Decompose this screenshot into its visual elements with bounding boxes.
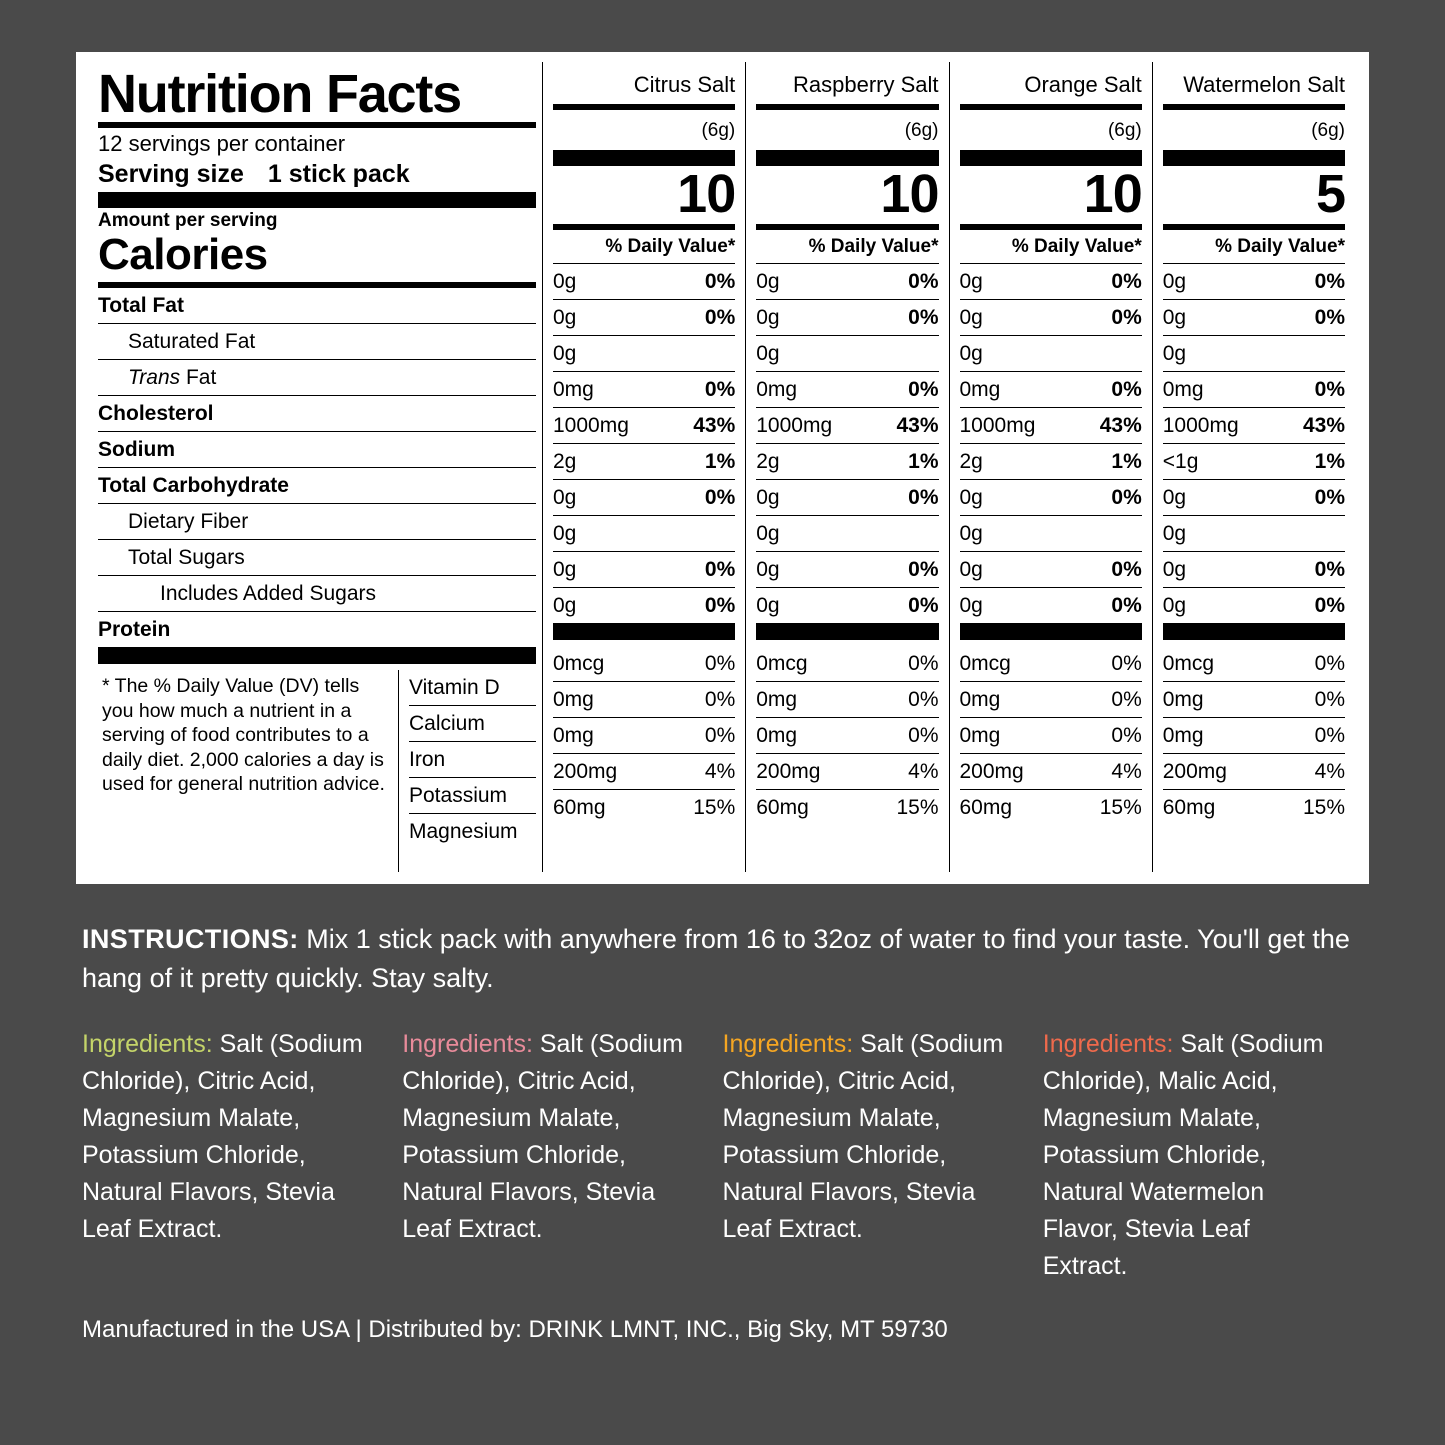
panel-footer	[98, 670, 536, 872]
serving-weight-watermelon: (6g)	[1311, 120, 1345, 141]
micronutrient-label-calcium: Calcium	[409, 706, 536, 742]
calories-value-citrus: 10	[677, 164, 736, 224]
value-iron	[553, 718, 735, 754]
nutrient-label-dietary-fiber: Dietary Fiber	[98, 504, 536, 540]
percent: 0%	[1314, 558, 1345, 581]
column-header-raspberry-salt: Raspberry Salt	[792, 72, 939, 97]
value-cholesterol	[1163, 372, 1345, 408]
amount: 0mg	[959, 378, 1001, 401]
percent: 1%	[704, 450, 736, 473]
percent: 0%	[1314, 688, 1345, 711]
value-sodium	[553, 408, 735, 444]
percent: 0%	[1111, 486, 1142, 509]
value-vitamin-d	[756, 646, 938, 682]
value-dietary-fiber	[553, 480, 735, 516]
amount: 0g	[959, 486, 983, 509]
column-header-orange-salt: Orange Salt	[1024, 72, 1142, 97]
instructions-label: INSTRUCTIONS:	[82, 924, 299, 954]
percent: 15%	[896, 796, 939, 819]
amount: 0g	[553, 522, 577, 545]
value-total-fat	[756, 264, 938, 300]
micronutrient-label-magnesium: Magnesium	[409, 820, 518, 843]
percent: 4%	[704, 760, 736, 783]
ingredients-label: Ingredients:	[402, 1030, 533, 1058]
amount: <1g	[1162, 450, 1199, 473]
value-calcium	[960, 682, 1142, 718]
value-dietary-fiber	[756, 480, 938, 516]
amount: 0g	[959, 306, 983, 329]
nutrient-label-total-fat: Total Fat	[98, 288, 536, 324]
amount: 0g	[959, 342, 983, 365]
percent: 0%	[908, 486, 939, 509]
value-potassium	[553, 754, 735, 790]
value-added-sugars	[553, 552, 735, 588]
calories-value-orange: 10	[1083, 164, 1142, 224]
nutrition-value-columns	[542, 62, 1355, 872]
amount: 0g	[1162, 558, 1187, 581]
nutrition-facts-panel	[76, 52, 1369, 884]
value-total-sugars	[1163, 516, 1345, 552]
column-header-citrus-salt: Citrus Salt	[633, 72, 736, 97]
divider-thick	[756, 624, 938, 640]
value-saturated-fat	[960, 300, 1142, 336]
micronutrient-values-raspberry	[756, 646, 938, 825]
amount: 0g	[756, 594, 780, 617]
percent: 0%	[1314, 378, 1345, 401]
amount: 0g	[1162, 342, 1187, 365]
instructions-block	[76, 920, 1369, 998]
value-calcium	[553, 682, 735, 718]
amount: 0mg	[959, 724, 1001, 747]
percent: 0%	[1111, 594, 1142, 617]
value-magnesium	[553, 790, 735, 825]
amount: 0g	[959, 558, 983, 581]
nutrition-column-orange-salt	[949, 62, 1152, 872]
amount: 0mg	[1162, 378, 1204, 401]
amount: 1000mg	[959, 414, 1036, 437]
value-sodium	[1163, 408, 1345, 444]
amount: 1000mg	[553, 414, 629, 437]
dv-header-watermelon: % Daily Value*	[1163, 230, 1345, 264]
amount: 0g	[1162, 486, 1187, 509]
amount: 0g	[553, 594, 577, 617]
percent: 4%	[1111, 760, 1142, 783]
percent: 15%	[1302, 796, 1345, 819]
amount: 60mg	[756, 796, 809, 819]
percent: 0%	[1314, 486, 1345, 509]
amount: 200mg	[959, 760, 1024, 783]
nutrition-column-raspberry-salt	[745, 62, 948, 872]
value-trans-fat	[553, 336, 735, 372]
column-header-watermelon-salt: Watermelon Salt	[1183, 72, 1345, 97]
serving-size-label: Serving size	[98, 160, 244, 188]
value-trans-fat	[960, 336, 1142, 372]
serving-weight-orange: (6g)	[1107, 120, 1142, 141]
page-title: Nutrition Facts	[98, 64, 462, 124]
percent: 0%	[704, 724, 736, 747]
amount: 0mcg	[756, 652, 808, 675]
nutrient-values-watermelon	[1163, 264, 1345, 624]
nutrient-label-total-sugars: Total Sugars	[98, 540, 536, 576]
calories-value-raspberry: 10	[880, 164, 939, 224]
percent: 0%	[704, 270, 736, 293]
amount: 0g	[1162, 270, 1187, 293]
percent: 0%	[908, 558, 939, 581]
nutrient-label-list	[98, 288, 536, 648]
amount: 0mg	[553, 378, 594, 401]
value-cholesterol	[960, 372, 1142, 408]
amount: 1000mg	[756, 414, 833, 437]
micronutrient-label-list	[398, 670, 536, 872]
amount: 0mg	[756, 378, 798, 401]
amount: 0g	[553, 486, 577, 509]
ingredients-text: Salt (Sodium Chloride), Malic Acid, Magnesium Malate, Potassium Chloride, Natural Watermelon Flavor, Stevia Leaf Extract.	[1042, 1030, 1324, 1280]
value-vitamin-d	[553, 646, 735, 682]
amount: 0mg	[756, 688, 798, 711]
amount: 0g	[1162, 594, 1187, 617]
dv-header-orange: % Daily Value*	[960, 230, 1142, 264]
value-protein	[960, 588, 1142, 624]
divider-thick	[98, 192, 536, 208]
dv-header-raspberry: % Daily Value*	[756, 230, 938, 264]
value-total-carbohydrate	[960, 444, 1142, 480]
ingredients-text: Salt (Sodium Chloride), Citric Acid, Magnesium Malate, Potassium Chloride, Natural Flavors, Stevia Leaf Extract.	[82, 1030, 363, 1243]
value-total-fat	[553, 264, 735, 300]
amount: 0g	[756, 558, 780, 581]
amount: 0g	[553, 342, 577, 365]
ingredients-label: Ingredients:	[722, 1030, 854, 1058]
nutrient-values-orange	[960, 264, 1142, 624]
amount: 0g	[756, 486, 780, 509]
ingredients-watermelon-salt	[1043, 1026, 1363, 1285]
ingredients-citrus-salt	[82, 1026, 402, 1285]
percent: 0%	[704, 652, 736, 675]
value-magnesium	[1163, 790, 1345, 825]
amount: 0g	[1162, 522, 1187, 545]
percent: 0%	[908, 306, 939, 329]
micronutrient-values-orange	[960, 646, 1142, 825]
amount: 0mcg	[959, 652, 1011, 675]
amount-per-serving-label: Amount per serving	[98, 210, 278, 231]
micronutrient-values-citrus	[553, 646, 735, 825]
value-dietary-fiber	[960, 480, 1142, 516]
calories-label: Calories	[98, 230, 268, 279]
percent: 0%	[1111, 652, 1142, 675]
value-potassium	[756, 754, 938, 790]
divider-thick	[98, 648, 536, 664]
instructions-text: Mix 1 stick pack with anywhere from 16 to 32oz of water to find your taste. You'll get the hang of it pretty quickly. Stay salty.	[82, 924, 1350, 993]
nutrient-label-protein: Protein	[98, 612, 536, 648]
micronutrient-values-watermelon	[1163, 646, 1345, 825]
ingredients-orange-salt	[723, 1026, 1043, 1285]
micronutrient-label-iron: Iron	[409, 742, 536, 778]
percent: 0%	[908, 270, 939, 293]
amount: 2g	[756, 450, 780, 473]
value-iron	[756, 718, 938, 754]
value-potassium	[1163, 754, 1345, 790]
percent: 0%	[1314, 652, 1345, 675]
amount: 0mg	[1162, 688, 1204, 711]
ingredients-label: Ingredients:	[1042, 1030, 1174, 1058]
percent: 1%	[1111, 450, 1142, 473]
percent: 0%	[1314, 306, 1345, 329]
ingredients-text: Salt (Sodium Chloride), Citric Acid, Magnesium Malate, Potassium Chloride, Natural Flavors, Stevia Leaf Extract.	[402, 1030, 683, 1243]
amount: 0mcg	[1162, 652, 1215, 675]
percent: 43%	[693, 414, 736, 437]
percent: 43%	[1099, 414, 1142, 437]
value-protein	[756, 588, 938, 624]
amount: 0g	[756, 270, 780, 293]
percent: 0%	[1314, 724, 1345, 747]
amount: 60mg	[959, 796, 1013, 819]
percent: 1%	[908, 450, 939, 473]
nutrient-label-trans-fat: Trans Fat	[98, 360, 536, 396]
servings-per-container: 12 servings per container	[98, 131, 346, 156]
percent: 43%	[896, 414, 939, 437]
divider-thick	[1163, 624, 1345, 640]
amount: 0g	[553, 270, 577, 293]
value-total-carbohydrate	[553, 444, 735, 480]
value-total-fat	[1163, 264, 1345, 300]
value-total-sugars	[553, 516, 735, 552]
nutrient-label-cholesterol: Cholesterol	[98, 396, 536, 432]
manufacturer-footer: Manufactured in the USA | Distributed by: DRINK LMNT, INC., Big Sky, MT 59730	[82, 1316, 948, 1343]
nutrient-label-saturated-fat: Saturated Fat	[98, 324, 536, 360]
value-total-carbohydrate	[756, 444, 938, 480]
value-added-sugars	[756, 552, 938, 588]
nutrient-label-sodium: Sodium	[98, 432, 536, 468]
amount: 0g	[756, 342, 780, 365]
amount: 0g	[959, 270, 983, 293]
percent: 0%	[1111, 306, 1142, 329]
amount: 1000mg	[1162, 414, 1239, 437]
amount: 0g	[756, 522, 780, 545]
amount: 0mg	[756, 724, 798, 747]
amount: 60mg	[553, 796, 606, 819]
value-protein	[553, 588, 735, 624]
percent: 43%	[1302, 414, 1345, 437]
nutrient-values-raspberry	[756, 264, 938, 624]
amount: 0g	[553, 306, 577, 329]
percent: 0%	[1111, 270, 1142, 293]
value-saturated-fat	[1163, 300, 1345, 336]
percent: 0%	[704, 558, 736, 581]
percent: 0%	[908, 688, 939, 711]
amount: 2g	[959, 450, 983, 473]
serving-weight-raspberry: (6g)	[904, 120, 939, 141]
value-total-carbohydrate	[1163, 444, 1345, 480]
amount: 0g	[1162, 306, 1187, 329]
value-vitamin-d	[960, 646, 1142, 682]
amount: 0mg	[553, 688, 594, 711]
nutrition-column-watermelon-salt	[1152, 62, 1355, 872]
percent: 15%	[1099, 796, 1142, 819]
amount: 0g	[553, 558, 577, 581]
daily-value-note: * The % Daily Value (DV) tells you how much a nutrient in a serving of food contributes to a daily diet. 2,000 calories a day is used for general nutrition advice.	[102, 675, 385, 795]
value-sodium	[756, 408, 938, 444]
percent: 0%	[704, 378, 736, 401]
amount: 200mg	[1162, 760, 1227, 783]
value-sodium	[960, 408, 1142, 444]
amount: 0g	[756, 306, 780, 329]
nutrient-label-added-sugars: Includes Added Sugars	[98, 576, 536, 612]
value-dietary-fiber	[1163, 480, 1345, 516]
percent: 0%	[704, 486, 736, 509]
percent: 15%	[693, 796, 736, 819]
value-calcium	[1163, 682, 1345, 718]
ingredients-label: Ingredients:	[82, 1030, 213, 1058]
micronutrient-label-vitamin-d: Vitamin D	[409, 670, 536, 706]
percent: 4%	[908, 760, 939, 783]
percent: 4%	[1314, 760, 1345, 783]
value-magnesium	[960, 790, 1142, 825]
value-trans-fat	[1163, 336, 1345, 372]
dv-header-citrus: % Daily Value*	[553, 230, 735, 264]
ingredients-text: Salt (Sodium Chloride), Citric Acid, Magnesium Malate, Potassium Chloride, Natural Flavors, Stevia Leaf Extract.	[722, 1030, 1004, 1243]
serving-size-value: 1 stick pack	[267, 160, 410, 188]
value-iron	[1163, 718, 1345, 754]
value-cholesterol	[553, 372, 735, 408]
value-saturated-fat	[756, 300, 938, 336]
amount: 0g	[959, 522, 983, 545]
percent: 0%	[908, 594, 939, 617]
amount: 0g	[959, 594, 983, 617]
serving-size-row	[98, 158, 536, 192]
value-protein	[1163, 588, 1345, 624]
percent: 0%	[1314, 270, 1345, 293]
value-cholesterol	[756, 372, 938, 408]
value-calcium	[756, 682, 938, 718]
value-potassium	[960, 754, 1142, 790]
ingredients-raspberry-salt	[402, 1026, 722, 1285]
amount: 200mg	[553, 760, 618, 783]
amount: 0mcg	[553, 652, 605, 675]
nutrition-column-citrus-salt	[542, 62, 745, 872]
percent: 0%	[704, 306, 736, 329]
value-magnesium	[756, 790, 938, 825]
amount: 2g	[553, 450, 577, 473]
divider-thick	[553, 624, 735, 640]
calories-value-watermelon: 5	[1315, 164, 1345, 224]
percent: 0%	[704, 688, 736, 711]
divider-thick	[960, 624, 1142, 640]
percent: 0%	[908, 378, 939, 401]
amount: 0mg	[959, 688, 1001, 711]
value-total-sugars	[960, 516, 1142, 552]
micronutrient-label-potassium: Potassium	[409, 778, 536, 814]
percent: 0%	[908, 724, 939, 747]
percent: 0%	[1111, 688, 1142, 711]
percent: 0%	[1111, 558, 1142, 581]
nutrient-values-citrus	[553, 264, 735, 624]
amount: 0mg	[1162, 724, 1204, 747]
percent: 0%	[1314, 594, 1345, 617]
value-total-fat	[960, 264, 1142, 300]
serving-weight-citrus: (6g)	[701, 120, 736, 141]
value-iron	[960, 718, 1142, 754]
value-added-sugars	[960, 552, 1142, 588]
ingredients-row	[76, 1026, 1369, 1285]
value-added-sugars	[1163, 552, 1345, 588]
value-vitamin-d	[1163, 646, 1345, 682]
percent: 1%	[1314, 450, 1345, 473]
nutrition-label-column	[90, 62, 542, 872]
value-total-sugars	[756, 516, 938, 552]
percent: 0%	[1111, 724, 1142, 747]
percent: 0%	[704, 594, 736, 617]
value-trans-fat	[756, 336, 938, 372]
amount: 60mg	[1162, 796, 1216, 819]
value-saturated-fat	[553, 300, 735, 336]
amount: 200mg	[756, 760, 821, 783]
percent: 0%	[908, 652, 939, 675]
nutrient-label-total-carbohydrate: Total Carbohydrate	[98, 468, 536, 504]
percent: 0%	[1111, 378, 1142, 401]
amount: 0mg	[553, 724, 594, 747]
